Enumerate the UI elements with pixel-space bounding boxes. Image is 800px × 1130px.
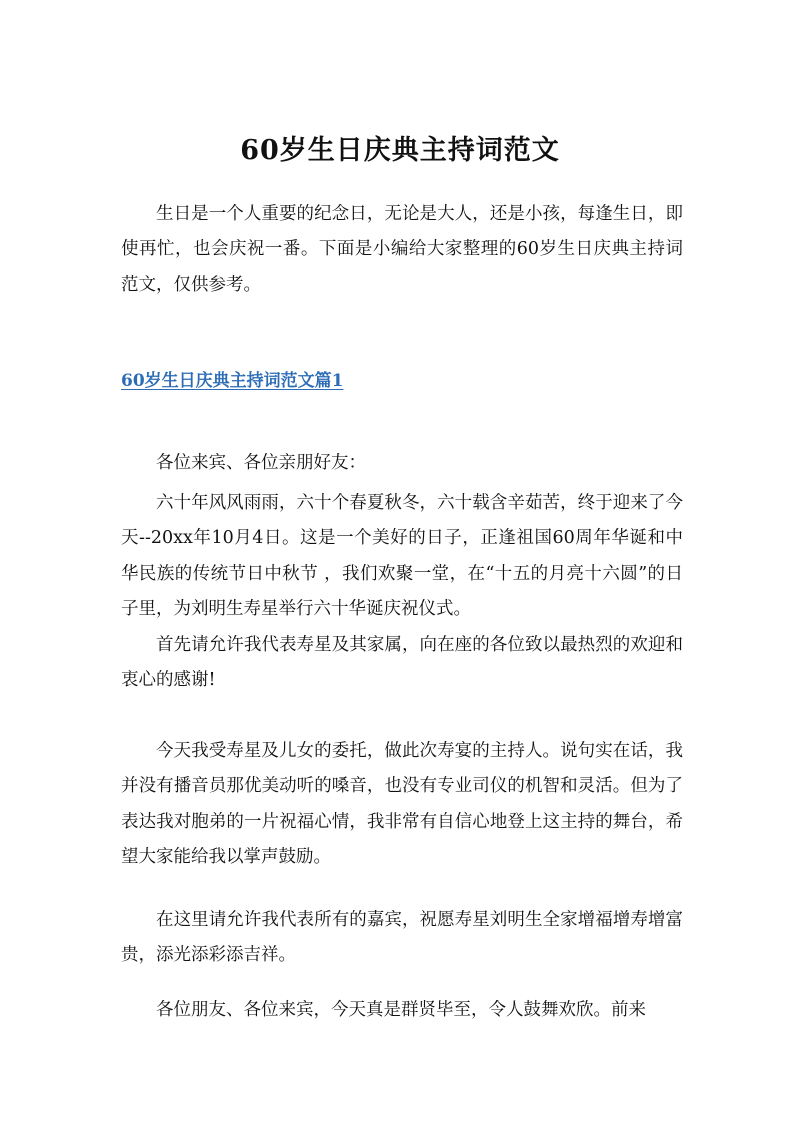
paragraph-1: 六十年风风雨雨，六十个春夏秋冬，六十载含辛茹苦，终于迎来了今天--20xx年10月4日。这是一个美好的日子，正逢祖国60周年华诞和中华民族的传统节日中秋节 ，我们欢聚一堂，在“十五的月亮十六圆”的日子里，为刘明生寿星举行六十华诞庆祝仪式。: [121, 493, 683, 619]
greeting-paragraph: 各位来宾、各位亲朋好友：: [156, 453, 366, 473]
paragraph-4: 在这里请允许我代表所有的嘉宾，祝愿寿星刘明生全家增福增寿增富贵，添光添彩添吉祥。: [121, 910, 683, 966]
document-title: 60岁生日庆典主持词范文: [240, 135, 560, 166]
section-heading-link[interactable]: 60岁生日庆典主持词范文篇1: [121, 371, 344, 391]
paragraph-2: 首先请允许我代表寿星及其家属，向在座的各位致以最热烈的欢迎和衷心的感谢!: [121, 635, 683, 691]
paragraph-5: 各位朋友、各位来宾，今天真是群贤毕至，令人鼓舞欢欣。前来: [156, 1000, 646, 1020]
intro-paragraph: 生日是一个人重要的纪念日，无论是大人，还是小孩，每逢生日，即使再忙，也会庆祝一番。下面是小编给大家整理的60岁生日庆典主持词范文，仅供参考。: [121, 204, 683, 295]
paragraph-3: 今天我受寿星及儿女的委托，做此次寿宴的主持人。说句实在话，我并没有播音员那优美动听的嗓音，也没有专业司仪的机智和灵活。但为了表达我对胞弟的一片祝福心情，我非常有自信心地登上这主持的舞台，希望大家能给我以掌声鼓励。: [121, 741, 683, 867]
